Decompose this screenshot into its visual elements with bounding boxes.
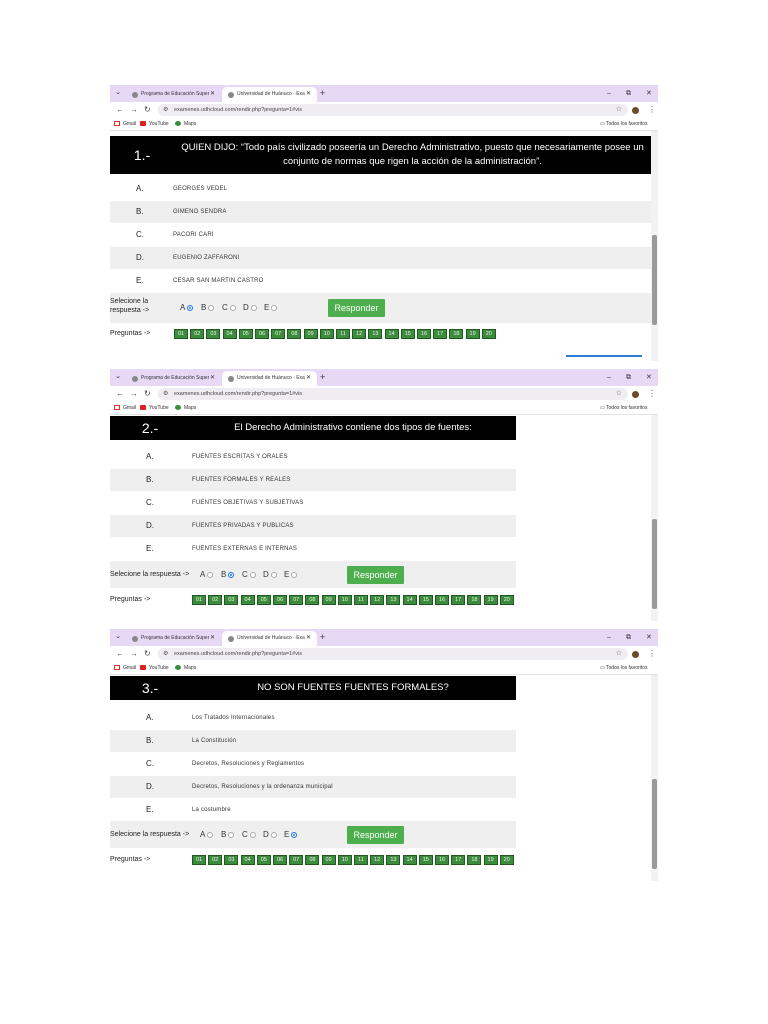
question-nav-button[interactable]: 20 [500,855,514,865]
radio-label: C [242,830,248,839]
option-text: EUGENIO ZAFFARONI [173,255,240,261]
select-answer-label: Selecione la respuesta -> [110,571,190,578]
profile-avatar-icon[interactable] [632,107,639,114]
option-text: PACORI CARI [173,232,214,238]
question-nav-button[interactable]: 04 [241,595,255,605]
bookmarks-bar [110,118,658,131]
radio-circle-icon[interactable] [207,572,213,578]
option-row[interactable] [110,178,651,200]
radio-option-b[interactable] [221,570,234,580]
question-nav-button[interactable]: 08 [305,855,319,865]
option-letter: E. [146,805,154,814]
bookmark-label: Maps [184,121,197,127]
option-row[interactable] [110,201,651,223]
question-nav-button[interactable]: 20 [500,595,514,605]
question-nav-button[interactable]: 05 [257,855,271,865]
radio-option-a[interactable] [200,830,213,840]
question-nav-button[interactable]: 13 [386,855,400,865]
bookmarks-bar [110,662,658,675]
radio-circle-icon[interactable] [228,572,234,578]
maps-icon [175,405,181,410]
maps-icon [175,665,181,670]
folder-icon: ▭ [600,665,607,671]
scrollbar-thumb[interactable] [652,519,657,609]
radio-circle-icon[interactable] [228,832,234,838]
option-letter: A. [136,184,144,193]
tab-title: Universidad de Huánuco - Exa [237,635,305,641]
respond-button[interactable]: Responder [347,566,404,584]
question-nav-button[interactable]: 03 [224,595,238,605]
new-tab-button[interactable]: + [320,632,326,642]
option-letter: A. [146,713,154,722]
bookmark-youtube[interactable] [140,662,169,674]
question-number: 1.- [110,136,174,174]
question-nav-button[interactable]: 01 [192,855,206,865]
browser-toolbar [110,646,658,662]
profile-avatar-icon[interactable] [632,391,639,398]
back-icon[interactable]: ← [116,649,124,658]
radio-circle-icon[interactable] [230,305,236,311]
option-text: GEORGES VEDEL [173,186,228,192]
question-nav-button[interactable]: 08 [287,329,301,339]
radio-option-e[interactable] [264,303,277,313]
site-info-icon[interactable]: ⚙ [163,107,169,113]
radio-label: B [221,830,227,839]
tab-title: Programa de Educación Super [141,635,209,641]
radio-option-b[interactable] [221,830,234,840]
tab-title: Universidad de Huánuco - Exa [237,375,305,381]
browser-window [110,85,658,361]
radio-option-b[interactable] [201,303,214,313]
option-row[interactable] [110,224,651,246]
site-info-icon[interactable]: ⚙ [163,651,169,657]
address-bar[interactable] [158,388,628,400]
question-nav-button[interactable]: 18 [467,855,481,865]
question-nav-button[interactable]: 02 [190,329,204,339]
question-nav-button[interactable]: 15 [401,329,415,339]
restore-icon[interactable]: ⧉ [626,634,631,641]
forward-icon[interactable]: → [130,389,138,398]
browser-tab-active[interactable] [222,87,317,102]
tab-favicon-icon [228,92,234,98]
close-icon[interactable]: ✕ [209,375,215,381]
question-nav-button[interactable]: 08 [305,595,319,605]
question-nav-button[interactable]: 04 [223,329,237,339]
minimize-icon[interactable]: – [607,90,611,97]
option-row[interactable] [110,776,516,798]
radio-option-d[interactable] [263,830,277,840]
scrollbar-thumb[interactable] [652,235,657,325]
question-text: NO SON FUENTES FUENTES FORMALES? [190,676,516,700]
question-nav-button[interactable]: 16 [435,855,449,865]
window-close-icon[interactable]: ✕ [646,90,652,97]
scrollbar[interactable] [651,415,658,621]
radio-label: E [264,303,270,312]
all-favorites[interactable] [600,402,647,414]
question-nav-button[interactable]: 06 [273,855,287,865]
gmail-icon [114,121,120,126]
question-nav-button[interactable]: 09 [322,855,336,865]
radio-option-c[interactable] [242,830,256,840]
minimize-icon[interactable]: – [607,634,611,641]
bookmark-gmail[interactable] [114,402,136,414]
questions-label: Preguntas -> [110,856,151,863]
option-text: FUENTES ESCRITAS Y ORALES [192,454,288,460]
question-nav-button[interactable]: 06 [255,329,269,339]
radio-circle-icon[interactable] [271,572,277,578]
answer-selection-row [110,293,651,323]
question-nav-button[interactable]: 14 [403,595,417,605]
question-nav-button[interactable]: 03 [206,329,220,339]
option-row[interactable] [110,515,516,537]
gmail-icon [114,665,120,670]
question-text: QUIEN DIJO: “Todo país civilizado poseería un Derecho Administrativo, puesto que necesariamente posee un conjunto de normas que rigen la acción de la administración”. [174,136,651,174]
menu-kebab-icon[interactable]: ⋮ [648,389,656,398]
browser-tab[interactable] [126,631,221,646]
option-row[interactable] [110,799,516,821]
radio-label: D [263,570,269,579]
radio-circle-icon[interactable] [291,832,297,838]
question-nav-button[interactable]: 18 [467,595,481,605]
bookmark-youtube[interactable] [140,402,169,414]
questions-label: Preguntas -> [110,330,151,337]
question-nav-button[interactable]: 14 [403,855,417,865]
radio-circle-icon[interactable] [291,572,297,578]
option-row[interactable] [110,730,516,752]
radio-circle-icon[interactable] [271,305,277,311]
browser-tab-active[interactable] [222,371,317,386]
question-nav-button[interactable]: 15 [419,855,433,865]
radio-option-e[interactable] [284,830,297,840]
question-nav-button[interactable]: 09 [322,595,336,605]
question-nav-button[interactable]: 20 [482,329,496,339]
select-answer-line1: Selecione la [110,298,149,305]
url-text: examenes.udhcloud.com/rendir.php?pregunta=1#vis [174,107,302,113]
question-nav-button[interactable]: 09 [304,329,318,339]
back-icon[interactable]: ← [116,389,124,398]
option-text: La costumbre [192,807,231,813]
window-close-icon[interactable]: ✕ [646,634,652,641]
radio-label: A [200,830,206,839]
radio-circle-icon[interactable] [187,305,193,311]
browser-tab[interactable] [126,87,221,102]
option-row[interactable] [110,270,651,292]
tab-favicon-icon [132,92,138,98]
tab-favicon-icon [132,376,138,382]
question-nav-button[interactable]: 11 [354,595,368,605]
close-icon[interactable]: ✕ [305,375,311,381]
questions-nav-row [110,849,516,871]
tab-title: Programa de Educación Super [141,91,209,97]
radio-circle-icon[interactable] [251,305,257,311]
question-nav-button[interactable]: 10 [338,855,352,865]
option-letter: C. [146,759,154,768]
option-letter: B. [136,207,144,216]
option-letter: E. [136,276,144,285]
radio-label: D [263,830,269,839]
option-text: FUENTES OBJETIVAS Y SUBJETIVAS [192,500,304,506]
radio-label: E [284,570,290,579]
option-text: FUENTES EXTERNAS E INTERNAS [192,546,298,552]
new-tab-button[interactable]: + [320,372,326,382]
reload-icon[interactable]: ↻ [144,105,151,114]
radio-option-e[interactable] [284,570,297,580]
restore-icon[interactable]: ⧉ [626,374,631,381]
radio-label: B [221,570,227,579]
question-nav-button[interactable]: 05 [257,595,271,605]
browser-window [110,629,658,881]
option-letter: C. [146,498,154,507]
all-favorites[interactable] [600,118,647,130]
tab-title: Universidad de Huánuco - Exa [237,91,305,97]
address-bar[interactable] [158,104,628,116]
back-icon[interactable]: ← [116,105,124,114]
radio-option-d[interactable] [263,570,277,580]
select-answer-line2: respuesta -> [110,307,150,314]
question-nav-button[interactable]: 12 [370,855,384,865]
select-answer-label: Selecione la respuesta -> [110,831,190,838]
question-nav-button[interactable]: 10 [320,329,334,339]
tab-favicon-icon [132,636,138,642]
browser-toolbar [110,102,658,118]
menu-kebab-icon[interactable]: ⋮ [648,649,656,658]
option-letter: E. [146,544,154,553]
minimize-icon[interactable]: – [607,374,611,381]
radio-option-a[interactable] [200,570,213,580]
tab-search-icon[interactable]: ⌄ [115,373,121,380]
radio-circle-icon[interactable] [271,832,277,838]
all-favorites-label: Todos los favoritos [606,121,648,127]
scrollbar[interactable] [651,131,658,361]
question-number: 2.- [110,416,190,440]
question-nav-button[interactable]: 16 [435,595,449,605]
question-nav-button[interactable]: 16 [417,329,431,339]
all-favorites-label: Todos los favoritos [606,665,648,671]
question-nav-button[interactable]: 01 [174,329,188,339]
radio-label: A [200,570,206,579]
youtube-icon [140,665,146,670]
partial-element-edge [566,355,642,357]
browser-toolbar [110,386,658,402]
question-nav-button[interactable]: 04 [241,855,255,865]
close-icon[interactable]: ✕ [305,91,311,97]
select-answer-label [110,297,149,315]
answer-selection-row [110,561,516,588]
close-icon[interactable]: ✕ [305,635,311,641]
close-icon[interactable]: ✕ [209,635,215,641]
bookmark-gmail[interactable] [114,118,136,130]
radio-circle-icon[interactable] [207,832,213,838]
option-row[interactable] [110,753,516,775]
option-text: FUENTES PRIVADAS Y PUBLICAS [192,523,294,529]
question-nav-button[interactable]: 14 [385,329,399,339]
option-row[interactable] [110,469,516,491]
folder-icon: ▭ [600,405,607,411]
tab-bar [110,369,658,386]
bookmark-label: Maps [184,405,197,411]
question-nav-button[interactable]: 11 [354,855,368,865]
option-letter: D. [136,253,144,262]
question-nav-button[interactable]: 07 [271,329,285,339]
restore-icon[interactable]: ⧉ [626,90,631,97]
browser-window [110,369,658,621]
question-nav-button[interactable]: 15 [419,595,433,605]
question-nav-button[interactable]: 02 [208,855,222,865]
question-nav-button[interactable]: 19 [466,329,480,339]
option-row[interactable] [110,446,516,468]
bookmarks-bar [110,402,658,415]
option-letter: B. [146,475,154,484]
radio-circle-icon[interactable] [208,305,214,311]
scrollbar-thumb[interactable] [652,779,657,869]
close-icon[interactable]: ✕ [209,91,215,97]
option-text: Los Tratados Internacionales [192,715,275,721]
question-nav-button[interactable]: 13 [386,595,400,605]
option-text: GIMENO SENDRA [173,209,227,215]
option-letter: D. [146,782,154,791]
question-text: El Derecho Administrativo contiene dos tipos de fuentes: [190,416,516,440]
radio-circle-icon[interactable] [250,832,256,838]
radio-option-c[interactable] [222,303,236,313]
site-info-icon[interactable]: ⚙ [163,391,169,397]
bookmark-label: YouTube [149,121,169,127]
new-tab-button[interactable]: + [320,88,326,98]
scrollbar[interactable] [651,675,658,881]
bookmark-label: Gmail [123,405,137,411]
option-text: Decretos, Resoluciones y la ordenanza municipal [192,784,333,790]
answer-selection-row [110,821,516,848]
question-nav-button[interactable]: 17 [451,595,465,605]
option-letter: D. [146,521,154,530]
folder-icon: ▭ [600,121,607,127]
url-text: examenes.udhcloud.com/rendir.php?pregunta=1#vis [174,391,302,397]
questions-nav-row [110,589,516,611]
bookmark-maps[interactable] [175,662,196,674]
option-row[interactable] [110,492,516,514]
option-row[interactable] [110,247,651,269]
option-text: CESAR SAN MARTIN CASTRO [173,278,264,284]
question-nav-button[interactable]: 11 [336,329,350,339]
questions-label: Preguntas -> [110,596,151,603]
option-text: FUENTES FORMALES Y REALES [192,477,291,483]
option-letter: C. [136,230,144,239]
bookmark-star-icon[interactable]: ☆ [615,650,622,657]
option-letter: A. [146,452,154,461]
radio-label: C [242,570,248,579]
option-text: Decretos, Resoluciones y Reglamentos [192,761,305,767]
question-nav-button[interactable]: 07 [289,595,303,605]
window-close-icon[interactable]: ✕ [646,374,652,381]
bookmark-label: YouTube [149,665,169,671]
bookmark-label: YouTube [149,405,169,411]
question-nav-button[interactable]: 17 [451,855,465,865]
tab-bar [110,629,658,646]
url-text: examenes.udhcloud.com/rendir.php?pregunta=1#vis [174,651,302,657]
radio-option-d[interactable] [243,303,257,313]
radio-label: A [180,303,186,312]
option-row[interactable] [110,538,516,560]
bookmark-star-icon[interactable]: ☆ [615,390,622,397]
tab-title: Programa de Educación Super [141,375,209,381]
bookmark-gmail[interactable] [114,662,136,674]
question-nav-button[interactable]: 10 [338,595,352,605]
reload-icon[interactable]: ↻ [144,649,151,658]
question-nav-button[interactable]: 02 [208,595,222,605]
bookmark-label: Gmail [123,121,137,127]
radio-label: D [243,303,249,312]
forward-icon[interactable]: → [130,105,138,114]
question-nav-button[interactable]: 19 [484,855,498,865]
maps-icon [175,121,181,126]
question-nav-button[interactable]: 12 [352,329,366,339]
option-text: La Constitución [192,738,237,744]
question-nav-button[interactable]: 17 [433,329,447,339]
reload-icon[interactable]: ↻ [144,389,151,398]
tab-search-icon[interactable]: ⌄ [115,633,121,640]
respond-button[interactable]: Responder [328,299,385,317]
question-nav-button[interactable]: 06 [273,595,287,605]
option-row[interactable] [110,707,516,729]
all-favorites[interactable] [600,662,647,674]
question-nav-button[interactable]: 19 [484,595,498,605]
youtube-icon [140,121,146,126]
question-number: 3.- [110,676,190,700]
forward-icon[interactable]: → [130,649,138,658]
radio-circle-icon[interactable] [250,572,256,578]
question-nav-button[interactable]: 01 [192,595,206,605]
tab-favicon-icon [228,376,234,382]
radio-label: E [284,830,290,839]
gmail-icon [114,405,120,410]
tab-bar [110,85,658,102]
option-letter: B. [146,736,154,745]
radio-option-c[interactable] [242,570,256,580]
bookmark-youtube[interactable] [140,118,169,130]
question-nav-button[interactable]: 03 [224,855,238,865]
tab-search-icon[interactable]: ⌄ [115,89,121,96]
tab-favicon-icon [228,636,234,642]
question-nav-button[interactable]: 13 [368,329,382,339]
bookmark-label: Maps [184,665,197,671]
bookmark-maps[interactable] [175,402,196,414]
radio-label: C [222,303,228,312]
address-bar[interactable] [158,648,628,660]
profile-avatar-icon[interactable] [632,651,639,658]
browser-tab-active[interactable] [222,631,317,646]
question-nav-button[interactable]: 05 [239,329,253,339]
respond-button[interactable]: Responder [347,826,404,844]
questions-nav-row [110,323,651,345]
menu-kebab-icon[interactable]: ⋮ [648,105,656,114]
bookmark-star-icon[interactable]: ☆ [615,106,622,113]
bookmark-label: Gmail [123,665,137,671]
bookmark-maps[interactable] [175,118,196,130]
question-nav-button[interactable]: 12 [370,595,384,605]
radio-label: B [201,303,207,312]
radio-option-a[interactable] [180,303,193,313]
question-nav-button[interactable]: 07 [289,855,303,865]
youtube-icon [140,405,146,410]
question-nav-button[interactable]: 18 [449,329,463,339]
browser-tab[interactable] [126,371,221,386]
all-favorites-label: Todos los favoritos [606,405,648,411]
